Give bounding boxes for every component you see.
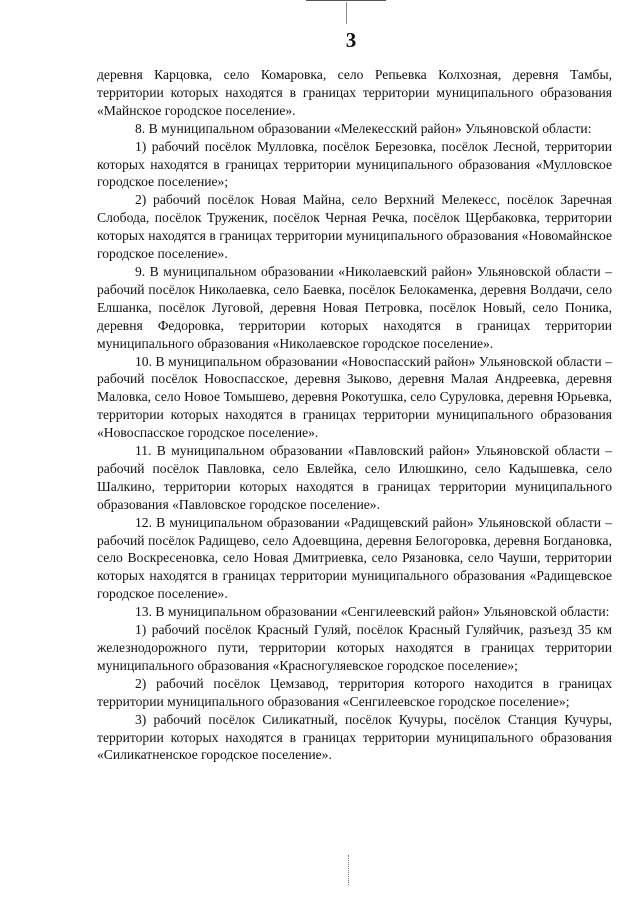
page-number: 3	[345, 28, 357, 52]
paragraph: 10. В муниципальном образовании «Новоспасский район» Ульяновской области – рабочий посёлок Новоспасское, деревня Зыково, деревня Малая Андреевка, деревня Маловка, село Новое Томышево, деревня Рокотушка, село Суруловка, деревня Юрьевка, территории которых находятся в границах территории муниципального образования «Новоспасское городское поселение».	[97, 353, 612, 441]
binding-mark	[346, 2, 347, 24]
paragraph: 1) рабочий посёлок Мулловка, посёлок Березовка, посёлок Лесной, территории которых находятся в границах территории муниципального образования «Мулловское городское поселение»;	[97, 138, 612, 190]
paragraph: 1) рабочий посёлок Красный Гуляй, посёлок Красный Гуляйчик, разъезд 35 км железнодорожного пути, территории которых находятся в границах территории муниципального образования «Красногуляевское городское поселение»;	[97, 622, 612, 673]
paragraph: 2) рабочий посёлок Новая Майна, село Верхний Мелекесс, посёлок Заречная Слобода, посёлок Труженик, посёлок Черная Речка, посёлок Щербаковка, территории которых находятся в границах территории муниципального образования «Новомайнское городское поселение».	[97, 192, 612, 262]
paragraph: 9. В муниципальном образовании «Николаевский район» Ульяновской области – рабочий посёлок Николаевка, село Баевка, посёлок Белокаменка, деревня Волдачи, село Елшанка, посёлок Луговой, деревня Новая Петровка, посёлок Новый, село Поника, деревня Федоровка, территории которых находятся в границах территории муниципального образования «Николаевское городское поселение».	[97, 263, 612, 351]
paragraph: 8. В муниципальном образовании «Мелекесский район» Ульяновской области:	[135, 120, 592, 136]
scan-mark	[348, 855, 350, 885]
document-body	[97, 66, 612, 764]
paragraph: 11. В муниципальном образовании «Павловский район» Ульяновской области – рабочий посёлок Павловка, село Евлейка, село Илюшкино, село Кадышевка, село Шалкино, территории которых находятся в границах территории муниципального образования «Павловское городское поселение».	[97, 443, 612, 512]
paragraph: 13. В муниципальном образовании «Сенгилеевский район» Ульяновской области:	[135, 604, 610, 620]
paragraph: 12. В муниципальном образовании «Радищевский район» Ульяновской области – рабочий посёлок Радищево, село Адоевщина, деревня Белогоровка, деревня Богдановка, село Воскресеновка, село Новая Дмитриевка, село Рязановка, село Чауши, территории которых находятся в границах территории муниципального образования «Радищевское городское поселение».	[97, 514, 612, 602]
paragraph: деревня Карцовка, село Комаровка, село Репьевка Колхозная, деревня Тамбы, территории которых находятся в границах территории муниципального образования «Майнское городское поселение».	[97, 67, 612, 118]
paragraph: 2) рабочий посёлок Цемзавод, территория которого находится в границах территории муниципального образования «Сенгилеевское городское поселение»;	[97, 675, 612, 709]
paragraph: 3) рабочий посёлок Силикатный, посёлок Кучуры, посёлок Станция Кучуры, территории которых находятся в границах территории муниципального образования «Силикатненское городское поселение».	[97, 711, 612, 763]
